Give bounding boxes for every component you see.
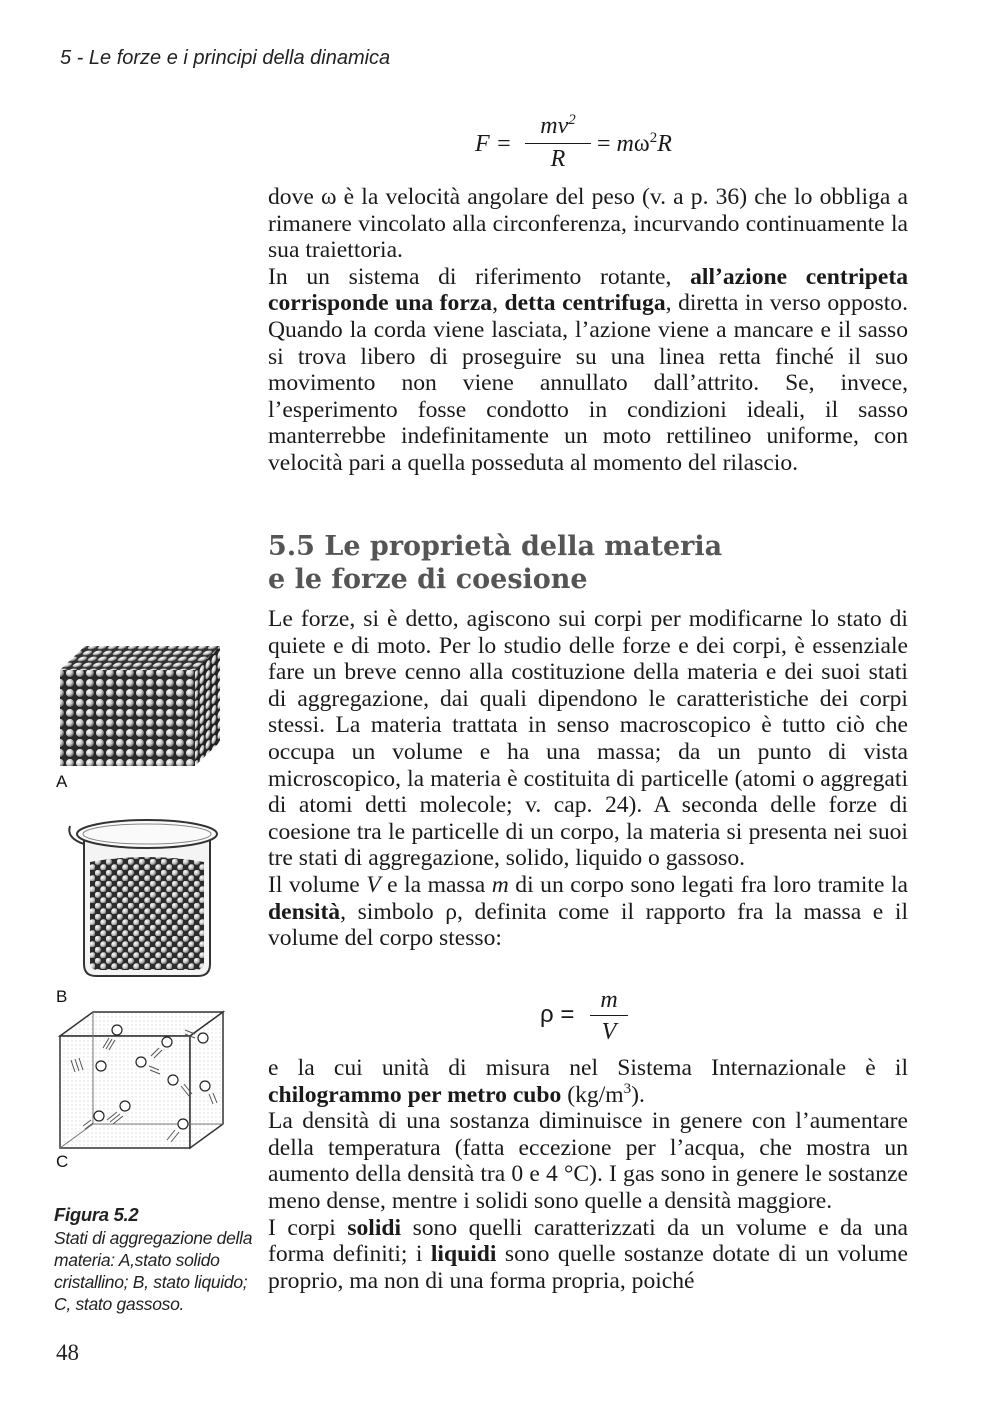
paragraph: Il volume V e la massa m di un corpo sono legati fra loro tramite la densità, simbolo ρ, definita come il rapporto fra la massa e il volume del corpo stesso:: [268, 871, 908, 952]
formula-denominator: V: [601, 1019, 617, 1045]
paragraph: e la cui unità di misura nel Sistema Internazionale è il chilogrammo per metro cubo $(kg/m^3)$.: [268, 1055, 908, 1108]
figure-caption: [54, 1204, 264, 1315]
figure-caption-title: Figura 5.2: [54, 1204, 139, 1225]
formula-numerator: $mv^2$: [540, 112, 576, 139]
paragraph: La densità di una sostanza diminuisce in genere con l’aumentare della temperatura (fatta eccezione per l’acqua, che mostra un aumento della densità tra 0 e 4 °C). I gas sono in genere le sostanze meno dense, mentre i solidi sono quelle a densità maggiore.: [268, 1108, 908, 1214]
liquid-beaker-illustration: [62, 804, 222, 982]
figure-label-a: A: [56, 772, 68, 791]
density-formula: [540, 987, 650, 1047]
text-block-top: [268, 184, 908, 477]
fraction-bar: [590, 1015, 628, 1016]
formula-rhs: = $m\omega^2R$: [597, 130, 672, 157]
text-block-middle: [268, 606, 908, 952]
formula-fraction: [525, 113, 591, 173]
formula-numerator: m: [600, 987, 618, 1013]
figure-caption-text: Stati di aggregazione della materia: A,stato solido cristallino; B, stato liquido; C, stato gassoso.: [54, 1228, 253, 1314]
paragraph: Le forze, si è detto, agiscono sui corpi per modificarne lo stato di quiete e di moto. Per lo studio delle forze e dei corpi, è essenziale fare un breve cenno alla costituzione della materia e dei suoi stati di aggregazione, dai quali dipendono le caratteristiche dei corpi stessi. La materia trattata in senso macroscopico è tutto ciò che occupa un volume e ha una massa; da un punto di vista microscopico, la materia è costituita di particelle (atomi o aggregati di atomi detti molecole; v. cap. 24). A seconda delle forze di coesione tra le particelle di un corpo, la materia si presenta nei suoi tre stati di aggregazione, solido, liquido o gassoso.: [268, 606, 908, 872]
formula-lhs: ρ =: [540, 1001, 575, 1028]
figure-label-b: B: [56, 987, 68, 1006]
figure-label-c: C: [56, 1152, 69, 1171]
formula-fraction: [590, 987, 628, 1046]
text-block-bottom: [268, 1055, 908, 1294]
centripetal-force-formula: [475, 113, 735, 177]
formula-lhs: F =: [475, 131, 512, 157]
fraction-bar: [525, 143, 591, 144]
formula-denominator: R: [550, 146, 566, 172]
solid-crystal-cube-illustration: [55, 638, 225, 770]
paragraph: In un sistema di riferimento rotante, all’azione centripeta corrisponde una forza, detta centrifuga, diretta in verso opposto. Quando la corda viene lasciata, l’azione viene a mancare e il sasso si trova libero di proseguire su una linea retta finché il suo movimento non viene annullato dall’attrito. Se, invece, l’esperimento fosse condotto in condizioni ideali, il sasso manterrebbe indefinitamente un moto rettilineo uniforme, con velocità pari a quella posseduta al momento del rilascio.: [268, 263, 909, 476]
paragraph: dove ω è la velocità angolare del peso (v. a p. 36) che lo obbliga a rimanere vincolato alla circonferenza, incurvando continuamente la sua traiettoria.: [268, 184, 908, 264]
running-head: 5 - Le forze e i principi della dinamica: [60, 47, 391, 69]
paragraph: I corpi solidi sono quelli caratterizzati da un volume e da una forma definiti; i liquidi sono quelle sostanze dotate di un volume proprio, ma non di una forma propria, poiché: [268, 1214, 908, 1294]
section-title: 5.5 Le proprietà della materia e le forze di coesione: [268, 531, 723, 595]
page-number: 48: [56, 1340, 79, 1365]
gas-box-illustration: [55, 1008, 230, 1156]
